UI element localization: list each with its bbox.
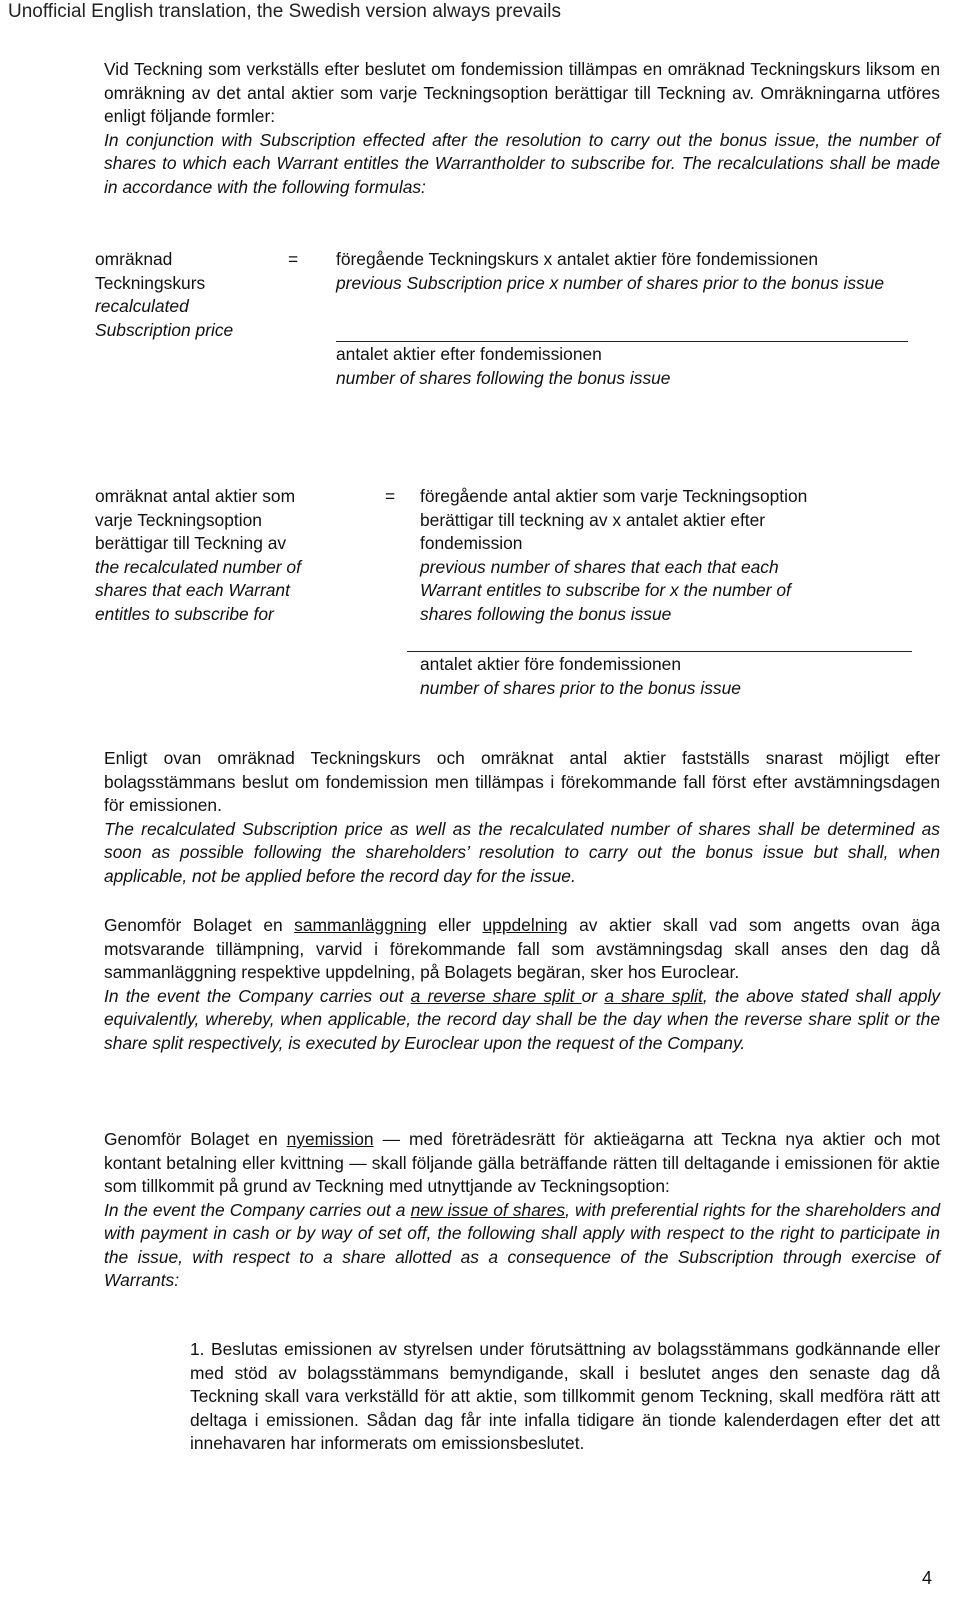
formula-2-lhs-line: varje Teckningsoption: [95, 509, 262, 530]
formula-2-numerator-line: föregående antal aktier som varje Teckningsoption: [420, 486, 808, 506]
formula-2-numerator-line: Warrant entitles to subscribe for x the number of: [420, 580, 791, 600]
share-split-paragraph: [104, 914, 940, 1055]
list-item-text: Beslutas emissionen av styrelsen under förutsättning av bolagsstämmans godkännande eller med stöd av bolagsstämmans bemyndigande, skall i beslutet anges den senaste dag då Teckning skall vara verkställd för att aktie, som tillkommit genom Teckning, skall medföra rätt att deltaga i emissionen. Sådan dag får inte infalla tidigare än tionde kalenderdagen efter det att innehavaren har informerats om emissionsbeslutet.: [190, 1339, 940, 1453]
formula-1-numerator: [336, 248, 898, 295]
list-item-number: 1.: [190, 1339, 205, 1359]
formula-2-numerator: [420, 485, 890, 626]
formula-1-lhs-line: omräknad: [95, 249, 173, 269]
formula-1-lhs-line: recalculated: [95, 296, 189, 316]
new-issue-swedish-text: Genomför Bolaget en nyemission — med företrädesrätt för aktieägarna att Teckna nya aktier och mot kontant betalning eller kvittning — skall följande gälla beträffande rätten till deltagande i emissionen för aktie som tillkommit på grund av Teckning med utnyttjande av Teckningsoption:: [104, 1129, 940, 1196]
share-split-swedish-text: Genomför Bolaget en sammanläggning eller uppdelning av aktier skall vad som angetts ovan äga motsvarande tillämpning, varvid i förekommande fall som avstämningsdag skall anses den dag då sammanläggning respektive uppdelning, på Bolagets begäran, sker hos Euroclear.: [104, 915, 940, 982]
formula-2-lhs-line: shares that each Warrant: [95, 580, 290, 600]
formula-2-fraction-bar: [407, 651, 912, 652]
formula-2-lhs-line: berättigar till Teckning av: [95, 533, 287, 553]
formula-2-lhs-line: omräknat antal aktier som: [95, 486, 296, 506]
formula-1-left-side: [95, 248, 285, 342]
formula-1-numerator-swedish: föregående Teckningskurs x antalet aktier före fondemissionen: [336, 249, 819, 269]
intro-swedish-text: Vid Teckning som verkställs efter beslutet om fondemission tillämpas en omräknad Teckningskurs liksom en omräkning av det antal aktier som varje Teckningsoption berättigar till Teckning av. Omräkningarna utföres enligt följande formler:: [104, 59, 940, 126]
formula-1-denominator: [336, 343, 898, 390]
formula-1-lhs-line: Teckningskurs: [95, 272, 206, 293]
formula-1-lhs-line: Subscription price: [95, 319, 234, 340]
determination-swedish-text: Enligt ovan omräknad Teckningskurs och omräknat antal aktier fastställs snarast möjligt efter bolagsstämmans beslut om fondemission men tillämpas i förekommande fall först efter avstämningsdagen för emissionen.: [104, 748, 940, 815]
formula-2-lhs-line: the recalculated number of: [95, 556, 301, 577]
new-issue-english-text: In the event the Company carries out a new issue of shares, with preferential rights for the shareholders and with payment in cash or by way of set off, the following shall apply with respect to the right to participate in the issue, with respect to a share allotted as a consequence of the Subscription through exercise of Warrants:: [104, 1199, 941, 1290]
formula-2-numerator-line: fondemission: [420, 533, 523, 553]
numbered-list: [190, 1338, 940, 1456]
new-issue-paragraph: [104, 1128, 940, 1293]
formula-1-numerator-english: previous Subscription price x number of shares prior to the bonus issue: [336, 272, 885, 293]
translation-notice-header: Unofficial English translation, the Swedish version always prevails: [8, 1, 562, 22]
determination-english-text: The recalculated Subscription price as well as the recalculated number of shares shall be determined as soon as possible following the shareholders’ resolution to carry out the bonus issue but shall, when applicable, not be applied before the record day for the issue.: [104, 818, 940, 886]
formula-1-fraction-bar: [336, 341, 908, 342]
formula-1-denominator-swedish: antalet aktier efter fondemissionen: [336, 344, 602, 364]
intro-english-text: In conjunction with Subscription effected after the resolution to carry out the bonus issue, the number of shares to which each Warrant entitles the Warrantholder to subscribe for. The recalculations shall be made in accordance with the following formulas:: [104, 129, 940, 197]
page-number: 4: [922, 1568, 933, 1588]
formula-2-numerator-line: shares following the bonus issue: [420, 603, 672, 624]
formula-1-denominator-english: number of shares following the bonus issue: [336, 367, 671, 388]
formula-2-left-side: [95, 485, 355, 626]
determination-paragraph: [104, 747, 940, 888]
list-item: [190, 1338, 940, 1456]
intro-paragraph: [104, 58, 940, 199]
formula-1-equals-sign: =: [288, 249, 299, 269]
formula-2-denominator-english: number of shares prior to the bonus issue: [420, 677, 741, 698]
formula-2-numerator-line: previous number of shares that each that each: [420, 556, 779, 577]
formula-2-denominator: [420, 653, 900, 700]
share-split-english-text: In the event the Company carries out a reverse share split or a share split, the above stated shall apply equivalently, whereby, when applicable, the record day shall be the day when the reverse share split or the share split respectively, is executed by Euroclear upon the request of the Company.: [104, 985, 941, 1053]
formula-2-numerator-line: berättigar till teckning av x antalet aktier efter: [420, 509, 766, 530]
formula-2-lhs-line: entitles to subscribe for: [95, 603, 274, 624]
formula-2-denominator-swedish: antalet aktier före fondemissionen: [420, 654, 682, 674]
formula-2-equals-sign: =: [385, 486, 396, 506]
